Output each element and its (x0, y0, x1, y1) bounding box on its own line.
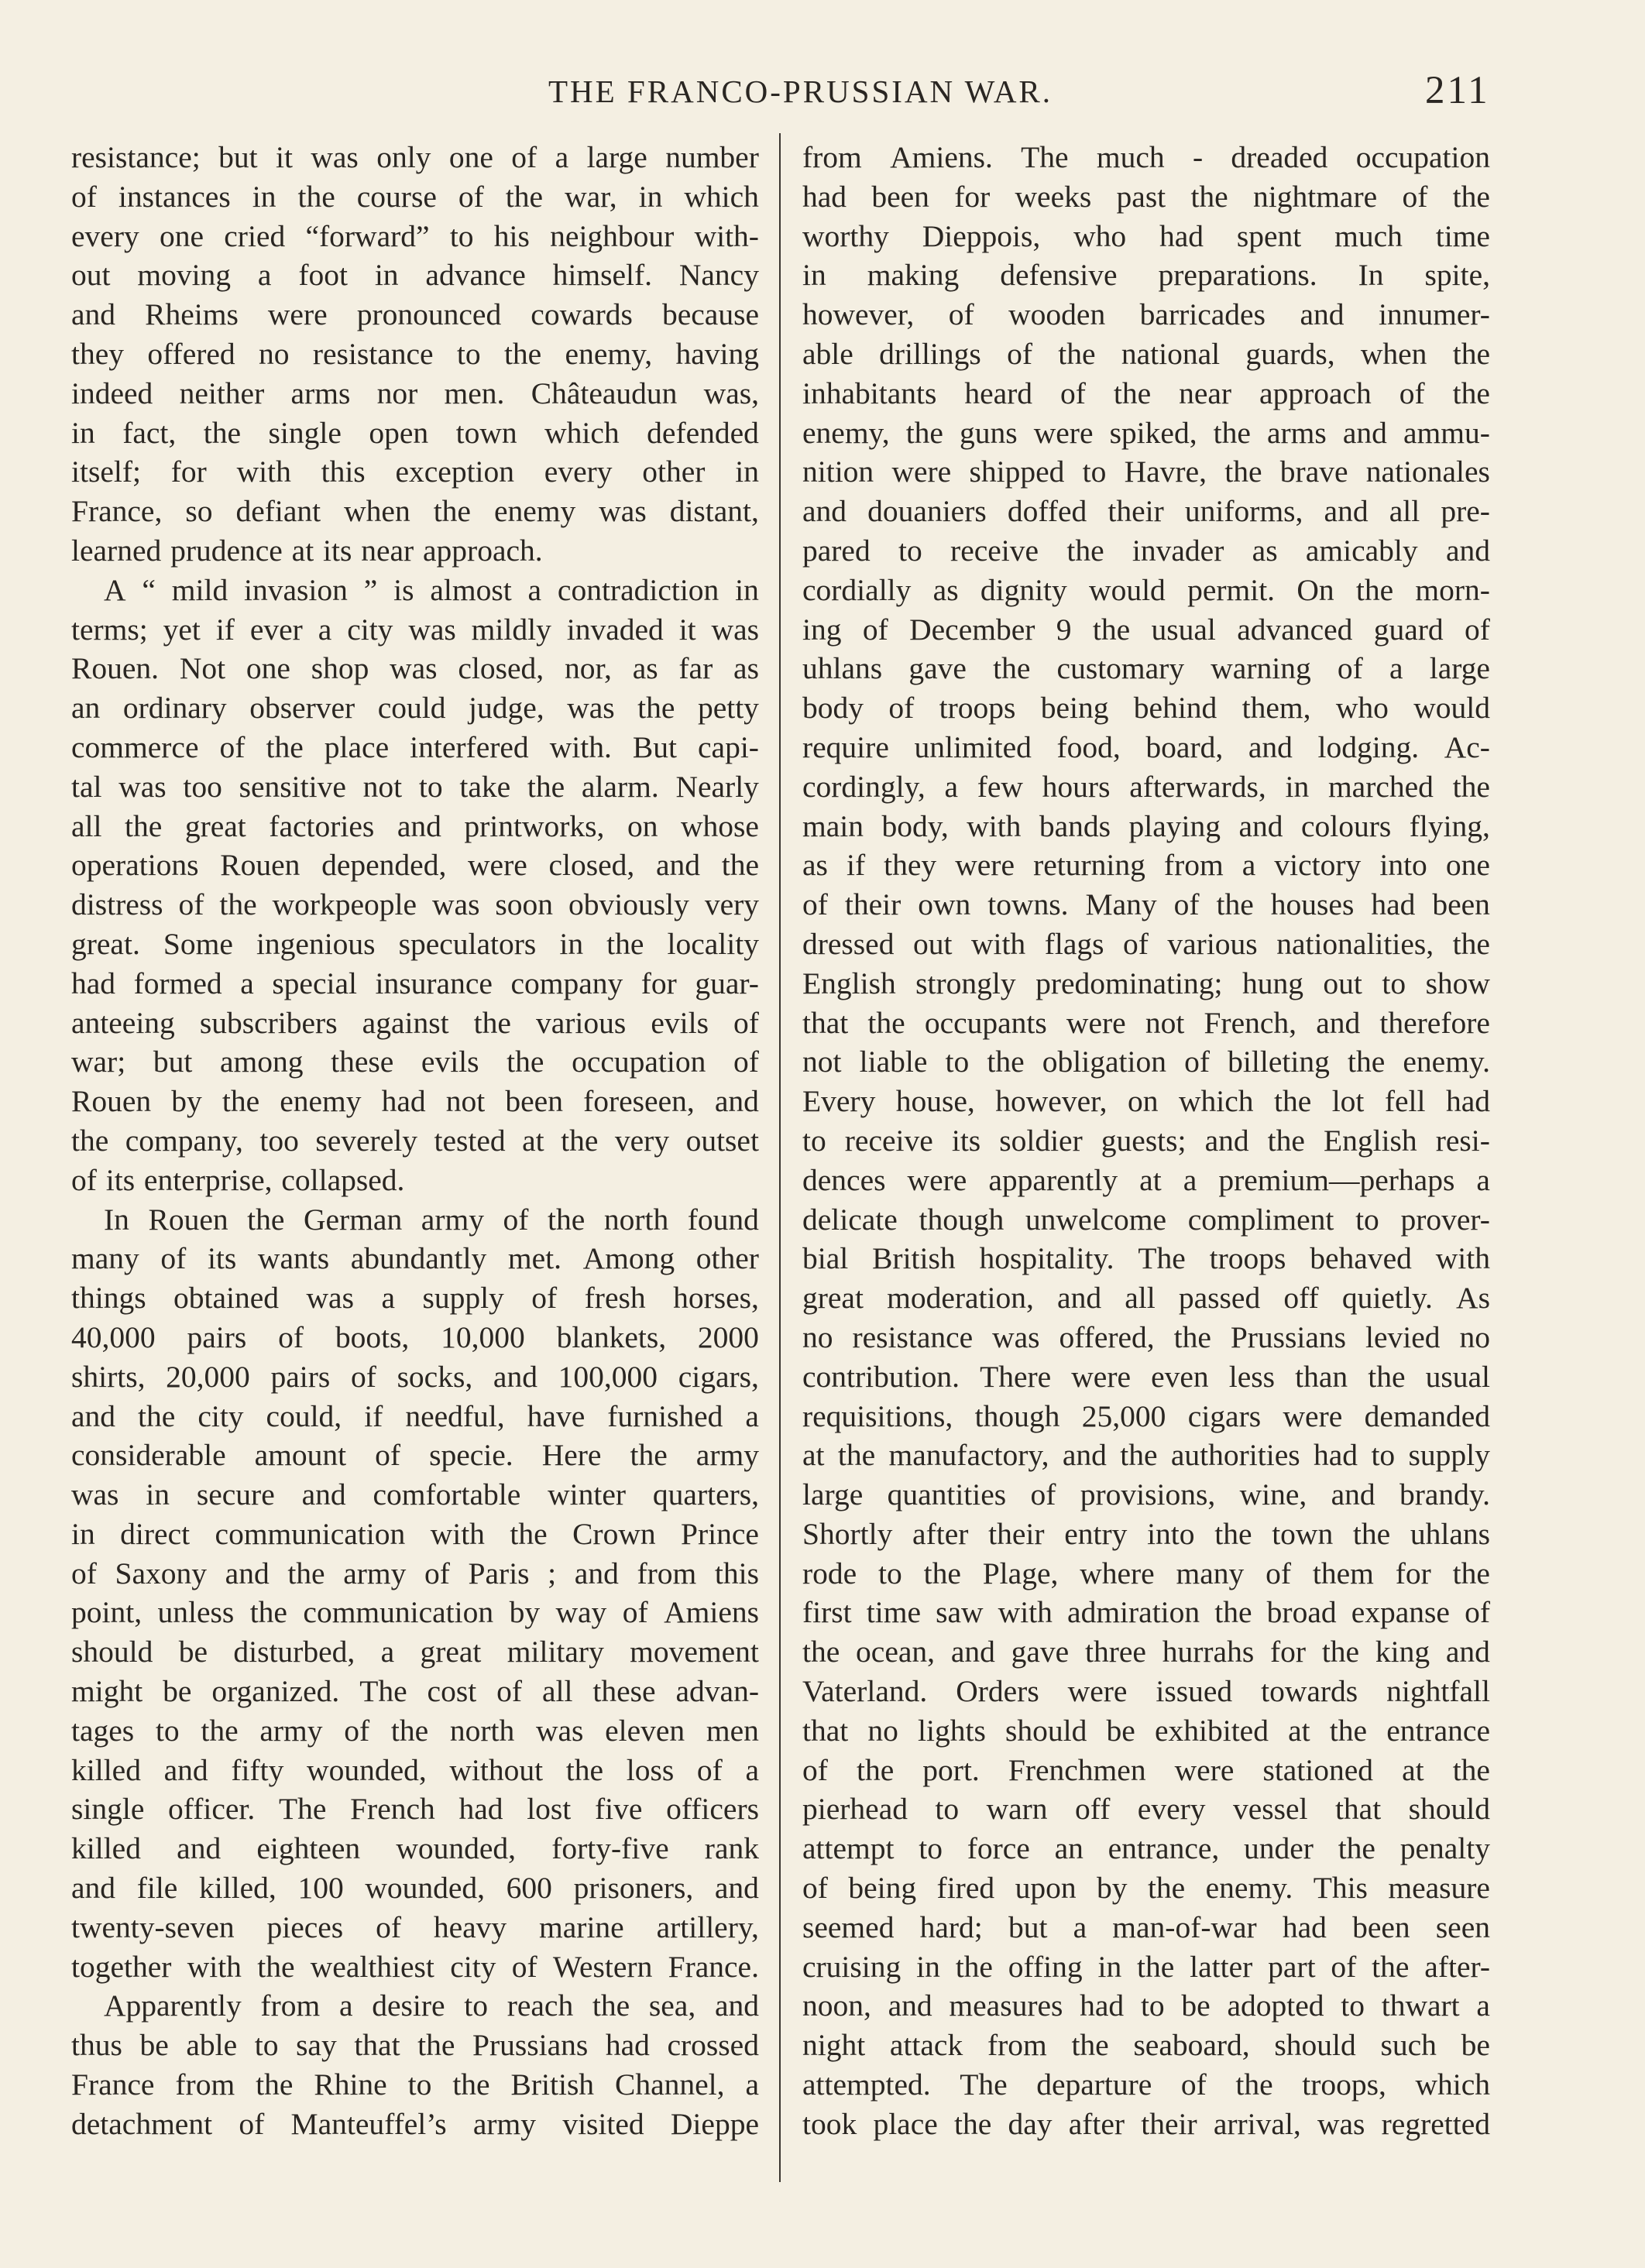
text-line: night attack from the seaboard, should such be (802, 2028, 1490, 2063)
running-title: THE FRANCO-PRUSSIAN WAR. (548, 74, 1053, 109)
text-line: enemy, the guns were spiked, the arms and ammu- (802, 415, 1490, 450)
text-line: no resistance was offered, the Prussians levied no (802, 1319, 1490, 1354)
text-line: ing of December 9 the usual advanced guard of (802, 612, 1490, 647)
text-line: operations Rouen depended, were closed, and the (71, 848, 759, 883)
text-line: shirts, 20,000 pairs of socks, and 100,000 cigars, (71, 1359, 759, 1394)
text-line: things obtained was a supply of fresh horses, (71, 1281, 759, 1316)
text-line: many of its wants abundantly met. Among other (71, 1241, 759, 1276)
text-line: might be organized. The cost of all these advan- (71, 1674, 759, 1709)
text-line: English strongly predominating; hung out to show (802, 966, 1490, 1000)
text-line: had been for weeks past the nightmare of the (802, 179, 1490, 214)
text-line: however, of wooden barricades and innumer- (802, 297, 1490, 332)
text-line: distress of the workpeople was soon obviously very (71, 887, 759, 922)
page-number: 211 (1425, 69, 1490, 112)
text-line: detachment of Manteuffel’s army visited Dieppe (71, 2106, 759, 2141)
text-line: uhlans gave the customary warning of a large (802, 651, 1490, 686)
text-line: terms; yet if ever a city was mildly invaded it was (71, 612, 759, 647)
text-line: and Rheims were pronounced cowards because (71, 297, 759, 332)
text-line: of instances in the course of the war, in which (71, 179, 759, 214)
text-line: nition were shipped to Havre, the brave nationales (802, 455, 1490, 489)
page-header (0, 68, 1645, 124)
text-line: In Rouen the German army of the north found (104, 1202, 759, 1237)
text-line: contribution. There were even less than the usual (802, 1359, 1490, 1394)
text-line: attempt to force an entrance, under the penalty (802, 1831, 1490, 1866)
text-line: dressed out with flags of various nationalities, the (802, 926, 1490, 961)
text-line: killed and fifty wounded, without the loss of a (71, 1752, 759, 1787)
column-divider (779, 133, 781, 2182)
text-line: and douaniers doffed their uniforms, and all pre- (802, 494, 1490, 529)
text-line: noon, and measures had to be adopted to thwart a (802, 1988, 1490, 2023)
text-line: France, so defiant when the enemy was distant, (71, 494, 759, 529)
text-line: in fact, the single open town which defended (71, 415, 759, 450)
text-line: that no lights should be exhibited at the entrance (802, 1713, 1490, 1748)
text-line: cruising in the offing in the latter part of the after- (802, 1949, 1490, 1984)
text-line: requisitions, though 25,000 cigars were demanded (802, 1398, 1490, 1433)
text-line: had formed a special insurance company for guar- (71, 966, 759, 1000)
text-line: and file killed, 100 wounded, 600 prisoners, and (71, 1871, 759, 1906)
text-line: out moving a foot in advance himself. Nancy (71, 258, 759, 293)
text-line: the ocean, and gave three hurrahs for the king and (802, 1635, 1490, 1669)
text-line: Rouen. Not one shop was closed, nor, as far as (71, 651, 759, 686)
text-line: require unlimited food, board, and lodging. Ac- (802, 729, 1490, 764)
text-line: resistance; but it was only one of a large number (71, 140, 759, 174)
text-line: first time saw with admiration the broad expanse of (802, 1595, 1490, 1630)
text-line: was in secure and comfortable winter quarters, (71, 1477, 759, 1512)
text-line: able drillings of the national guards, when the (802, 336, 1490, 371)
text-line: pierhead to warn off every vessel that should (802, 1792, 1490, 1827)
text-line: of Saxony and the army of Paris ; and from this (71, 1556, 759, 1590)
text-line: and the city could, if needful, have furnished a (71, 1398, 759, 1433)
text-line: itself; for with this exception every other in (71, 455, 759, 489)
text-line: considerable amount of specie. Here the army (71, 1438, 759, 1473)
text-line: single officer. The French had lost five officers (71, 1792, 759, 1827)
text-line: at the manufactory, and the authorities had to supply (802, 1438, 1490, 1473)
text-line: indeed neither arms nor men. Châteaudun was, (71, 376, 759, 410)
text-line: of the port. Frenchmen were stationed at the (802, 1752, 1490, 1787)
text-line: Vaterland. Orders were issued towards nightfall (802, 1674, 1490, 1709)
text-line: body of troops being behind them, who would (802, 691, 1490, 726)
text-line: great. Some ingenious speculators in the locality (71, 926, 759, 961)
text-line: not liable to the obligation of billeting the enemy. (802, 1045, 1490, 1079)
text-line: Every house, however, on which the lot fell had (802, 1084, 1490, 1119)
text-line: from Amiens. The much - dreaded occupation (802, 140, 1490, 174)
text-line: large quantities of provisions, wine, and brandy. (802, 1477, 1490, 1512)
text-line: main body, with bands playing and colours flying, (802, 808, 1490, 843)
text-line: France from the Rhine to the British Channel, a (71, 2067, 759, 2102)
text-line: tages to the army of the north was eleven men (71, 1713, 759, 1748)
text-line: Rouen by the enemy had not been foreseen, and (71, 1084, 759, 1119)
text-line: together with the wealthiest city of Western France. (71, 1949, 759, 1984)
text-line: an ordinary observer could judge, was the petty (71, 691, 759, 726)
text-line: 40,000 pairs of boots, 10,000 blankets, 2000 (71, 1319, 759, 1354)
text-line: pared to receive the invader as amicably and (802, 533, 1490, 568)
text-line: in direct communication with the Crown Prince (71, 1516, 759, 1551)
text-line: in making defensive preparations. In spite, (802, 258, 1490, 293)
text-line: every one cried “forward” to his neighbour with- (71, 218, 759, 253)
text-line: thus be able to say that the Prussians had crossed (71, 2028, 759, 2063)
text-line: twenty-seven pieces of heavy marine artillery, (71, 1909, 759, 1944)
text-line: inhabitants heard of the near approach of the (802, 376, 1490, 410)
text-line: should be disturbed, a great military movement (71, 1635, 759, 1669)
text-line: all the great factories and printworks, on whose (71, 808, 759, 843)
text-line: killed and eighteen wounded, forty-five rank (71, 1831, 759, 1866)
left-text-column (71, 138, 759, 2144)
text-line: great moderation, and all passed off quietly. As (802, 1281, 1490, 1316)
text-line: took place the day after their arrival, was regretted (802, 2106, 1490, 2141)
text-line: to receive its soldier guests; and the English resi- (802, 1123, 1490, 1158)
text-line: as if they were returning from a victory into one (802, 848, 1490, 883)
text-line: tal was too sensitive not to take the alarm. Nearly (71, 769, 759, 804)
text-line: of its enterprise, collapsed. (71, 1162, 405, 1197)
text-line: rode to the Plage, where many of them for the (802, 1556, 1490, 1590)
text-line: the company, too severely tested at the very outset (71, 1123, 759, 1158)
text-line: A “ mild invasion ” is almost a contradiction in (104, 572, 759, 607)
text-line: seemed hard; but a man-of-war had been seen (802, 1909, 1490, 1944)
text-line: of being fired upon by the enemy. This measure (802, 1871, 1490, 1906)
text-line: they offered no resistance to the enemy, having (71, 336, 759, 371)
text-line: Apparently from a desire to reach the sea, and (104, 1988, 759, 2023)
text-line: attempted. The departure of the troops, which (802, 2067, 1490, 2102)
text-line: that the occupants were not French, and therefore (802, 1005, 1490, 1040)
text-line: learned prudence at its near approach. (71, 533, 543, 568)
text-line: delicate though unwelcome compliment to prover- (802, 1202, 1490, 1237)
text-line: Shortly after their entry into the town the uhlans (802, 1516, 1490, 1551)
text-line: of their own towns. Many of the houses had been (802, 887, 1490, 922)
text-line: bial British hospitality. The troops behaved with (802, 1241, 1490, 1276)
text-line: point, unless the communication by way of Amiens (71, 1595, 759, 1630)
right-text-column (802, 138, 1490, 2144)
text-line: commerce of the place interfered with. But capi- (71, 729, 759, 764)
text-line: cordially as dignity would permit. On the morn- (802, 572, 1490, 607)
text-line: worthy Dieppois, who had spent much time (802, 218, 1490, 253)
text-line: anteeing subscribers against the various evils of (71, 1005, 759, 1040)
text-line: war; but among these evils the occupation of (71, 1045, 759, 1079)
text-line: cordingly, a few hours afterwards, in marched the (802, 769, 1490, 804)
text-line: dences were apparently at a premium—perhaps a (802, 1162, 1490, 1197)
